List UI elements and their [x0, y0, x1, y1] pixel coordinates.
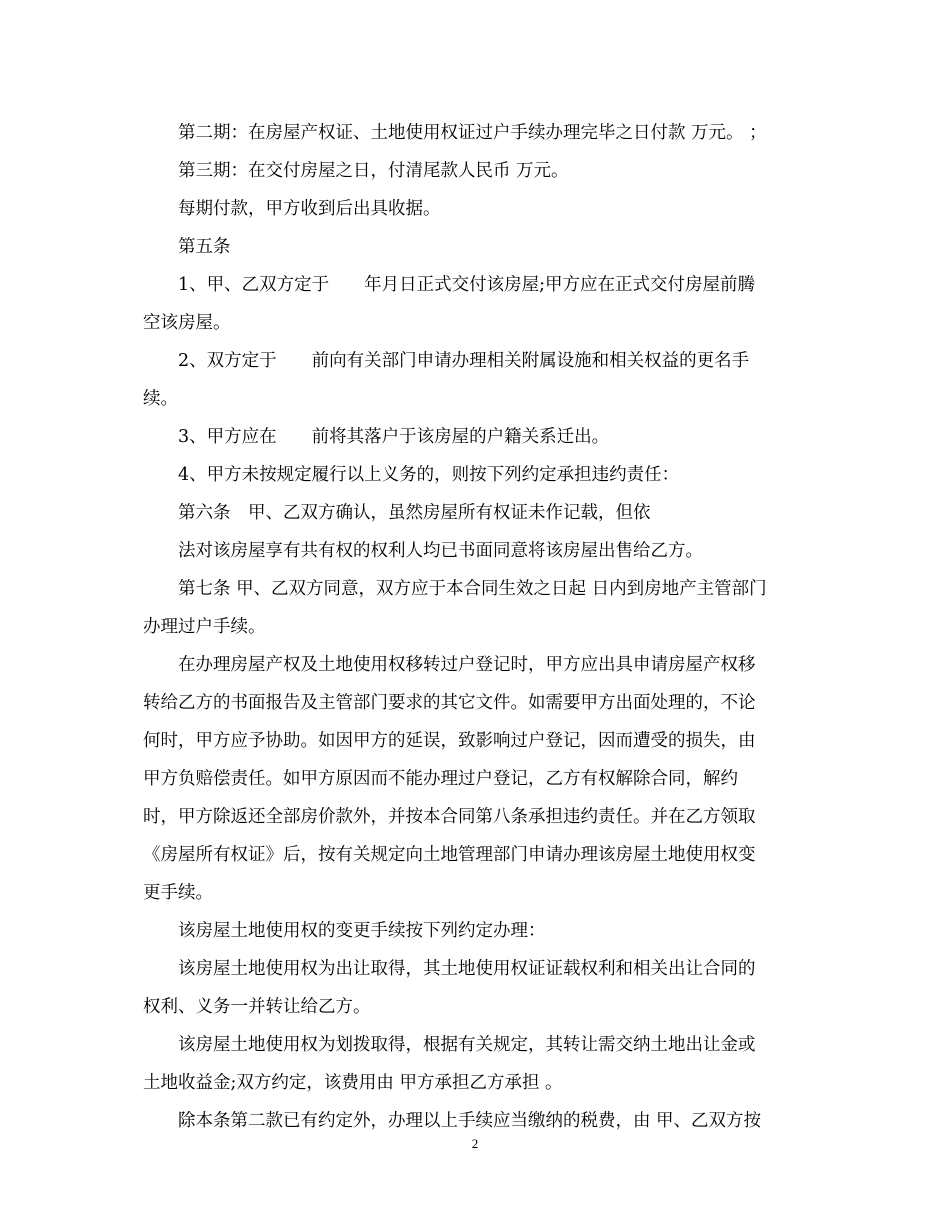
text-line: 第五条 [178, 237, 231, 257]
text-line: 第二期：在房屋产权证、土地使用权证过户手续办理完毕之日付款 万元。 ； [178, 123, 767, 143]
document-body [143, 118, 815, 1144]
text-line: 3、甲方应在 前将其落户于该房屋的户籍关系迁出。 [178, 427, 610, 447]
text-line: 在办理房屋产权及土地使用权移转过户登记时，甲方应出具申请房屋产权移 [178, 655, 756, 675]
text-line: 转给乙方的书面报告及主管部门要求的其它文件。如需要甲方出面处理的，不论 [143, 693, 756, 713]
text-line: 4、甲方未按规定履行以上义务的，则按下列约定承担违约责任： [178, 465, 680, 485]
text-line: 除本条第二款已有约定外，办理以上手续应当缴纳的税费，由 甲、乙双方按 [178, 1111, 762, 1131]
text-line: 第六条 甲、乙双方确认，虽然房屋所有权证未作记载，但依 [178, 503, 651, 523]
text-line: 更手续。 [143, 883, 213, 903]
text-line: 续。 [143, 389, 178, 409]
text-line: 权利、义务一并转让给乙方。 [143, 997, 371, 1017]
text-line: 《房屋所有权证》后，按有关规定向土地管理部门申请办理该房屋土地使用权变 [143, 845, 756, 865]
text-line: 甲方负赔偿责任。如甲方原因而不能办理过户登记，乙方有权解除合同，解约 [143, 769, 738, 789]
text-line: 该房屋土地使用权为出让取得，其土地使用权证证载权利和相关出让合同的 [178, 959, 756, 979]
text-line: 第七条 甲、乙双方同意，双方应于本合同生效之日起 日内到房地产主管部门 [178, 579, 767, 599]
text-line: 1、甲、乙双方定于 年月日正式交付该房屋;甲方应在正式交付房屋前腾 [178, 275, 756, 295]
text-line: 时，甲方除返还全部房价款外，并按本合同第八条承担违约责任。并在乙方领取 [143, 807, 756, 827]
text-line: 该房屋土地使用权为划拨取得，根据有关规定，其转让需交纳土地出让金或 [178, 1035, 756, 1055]
text-line: 法对该房屋享有共有权的权利人均已书面同意将该房屋出售给乙方。 [178, 541, 703, 561]
text-line: 办理过户手续。 [143, 617, 266, 637]
text-line: 该房屋土地使用权的变更手续按下列约定办理： [178, 921, 546, 941]
text-line: 2、双方定于 前向有关部门申请办理相关附属设施和相关权益的更名手 [178, 351, 750, 371]
text-line: 空该房屋。 [143, 313, 231, 333]
text-line: 土地收益金;双方约定，该费用由 甲方承担乙方承担 。 [143, 1073, 563, 1093]
text-line: 何时，甲方应予协助。如因甲方的延误，致影响过户登记，因而遭受的损失，由 [143, 731, 756, 751]
text-line: 每期付款，甲方收到后出具收据。 [178, 199, 441, 219]
page-number: 2 [471, 1136, 479, 1151]
text-line: 第三期：在交付房屋之日，付清尾款人民币 万元。 [178, 161, 569, 181]
